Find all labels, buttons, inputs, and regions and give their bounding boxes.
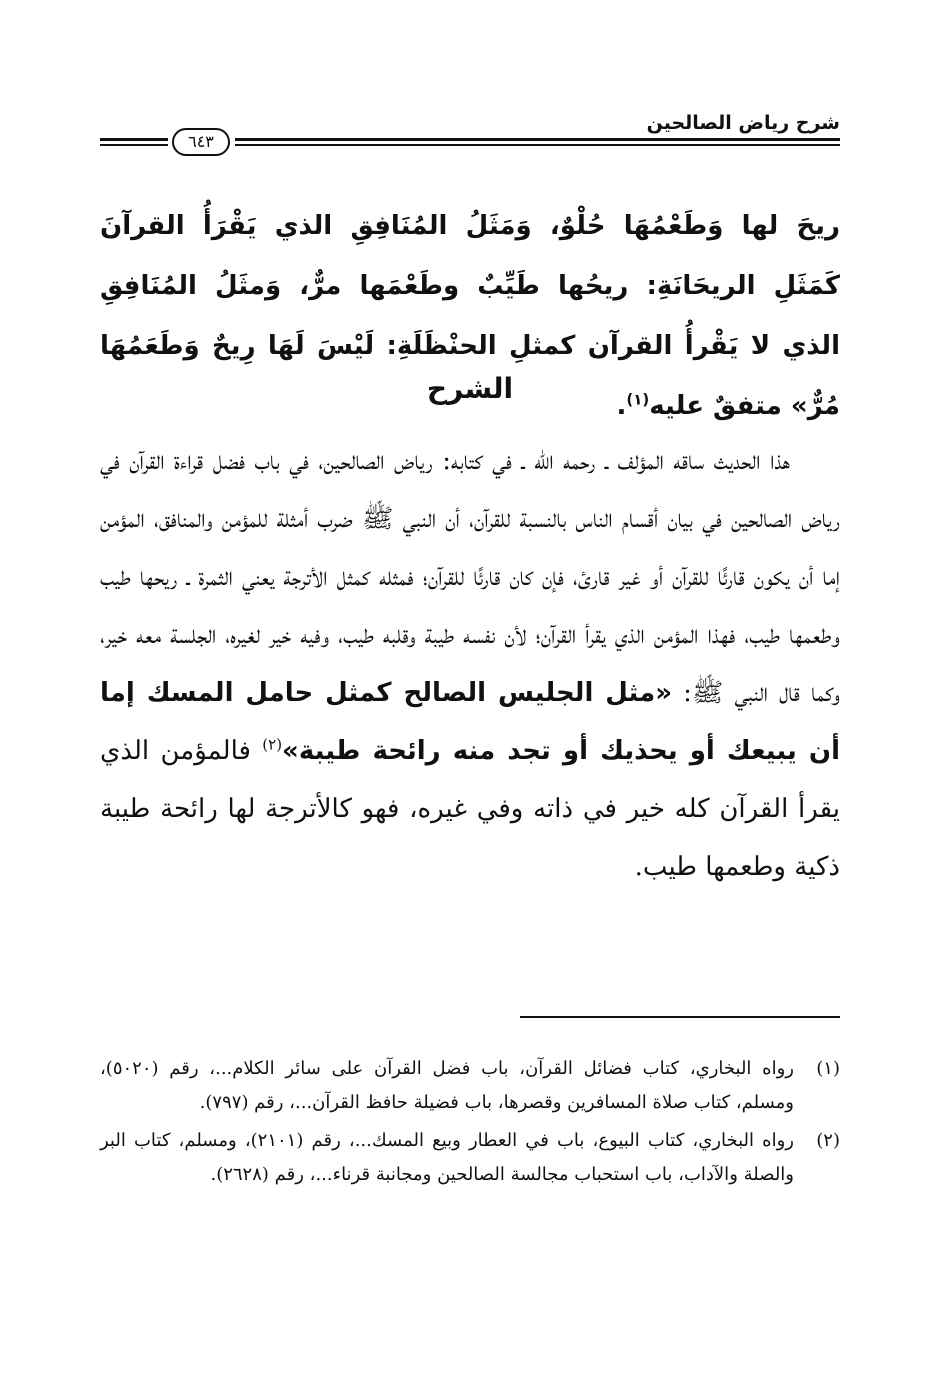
commentary [100,432,840,896]
footnote-1 [100,1052,840,1120]
hadith-body: ريحَ لها وَطَعْمُهَا حُلْوٌ، وَمَثَلُ المُنَافِقِ الذي يَقْرَأُ القرآنَ كَمَثَلِ الريحَانَةِ: ريحُها طَيِّبٌ وطَعْمَها مرٌّ، وَمثَلُ المُنَافِقِ الذي لا يَقْرأُ القرآن كمثلِ الحنْظَلَةِ: لَيْسَ لَهَا رِيحٌ وَطَعَمُهَا مُرٌّ» متفقٌ عليه [100,211,840,421]
running-title: شرح رياض الصالحين [646,112,840,134]
footnote-2 [100,1124,840,1192]
footnote-ref-1: (١) [626,390,650,409]
footnote-separator [520,1016,840,1018]
footnote-mark: (١) [816,1058,840,1079]
hadith-end: . [616,391,627,421]
footnote-text: رواه البخاري، كتاب البيوع، باب في العطار وبيع المسك...، رقم (٢١٠١)، ومسلم، كتاب البر والصلة والآداب، باب استحباب مجالسة الصالحين ومجانبة قرناء...، رقم (٢٦٢٨). [100,1130,794,1185]
footnote-text: رواه البخاري، كتاب فضائل القرآن، باب فضل القرآن على سائر الكلام...، رقم (٥٠٢٠)، ومسلم، كتاب صلاة المسافرين وقصرها، باب فضيلة حافظ القرآن...، رقم (٧٩٧). [100,1058,794,1113]
section-title: الشرح [426,372,514,405]
commentary-part-2: فالمؤمن الذي يقرأ القرآن كله خير في ذاته وفي غيره، فهو كالأترجة لها رائحة طيبة ذكية وطعمها طيب. [100,736,840,882]
commentary-part-1: هذا الحديث ساقه المؤلف ـ رحمه الله ـ في كتابه: رياض الصالحين، في باب فضل قراءة القرآن في رياض الصالحين في بيان أقسام الناس بالنسبة للقرآن، أن النبي ﷺ ضرب أمثلة للمؤمن والمنافق، المؤمن إما أن يكون قارئًا للقرآن أو غير قارئ، فإن كان قارئًا للقرآن؛ فمثله كمثل الأترجة يعني الثمرة ـ ريحها طيب وطعمها طيب، فهذا المؤمن الذي يقرأ القرآن؛ لأن نفسه طيبة وقلبه طيب، وفيه خير لغيره، الجلسة معه خير، وكما قال النبي ﷺ: [100,446,841,708]
page-number: ٦٤٣ [172,128,230,156]
footnotes [100,1052,840,1196]
footnote-ref-2: (٢) [262,735,283,754]
header-double-rule-short [100,138,168,146]
commentary-paragraph [100,432,840,896]
footnote-mark: (٢) [816,1130,840,1151]
hadith-quote: «مثل الجليس الصالح كمثل حامل المسك إما أن يبيعك أو يحذيك أو تجد منه رائحة طيبة» [100,678,840,766]
header-double-rule [235,138,840,146]
page-header [100,112,840,162]
